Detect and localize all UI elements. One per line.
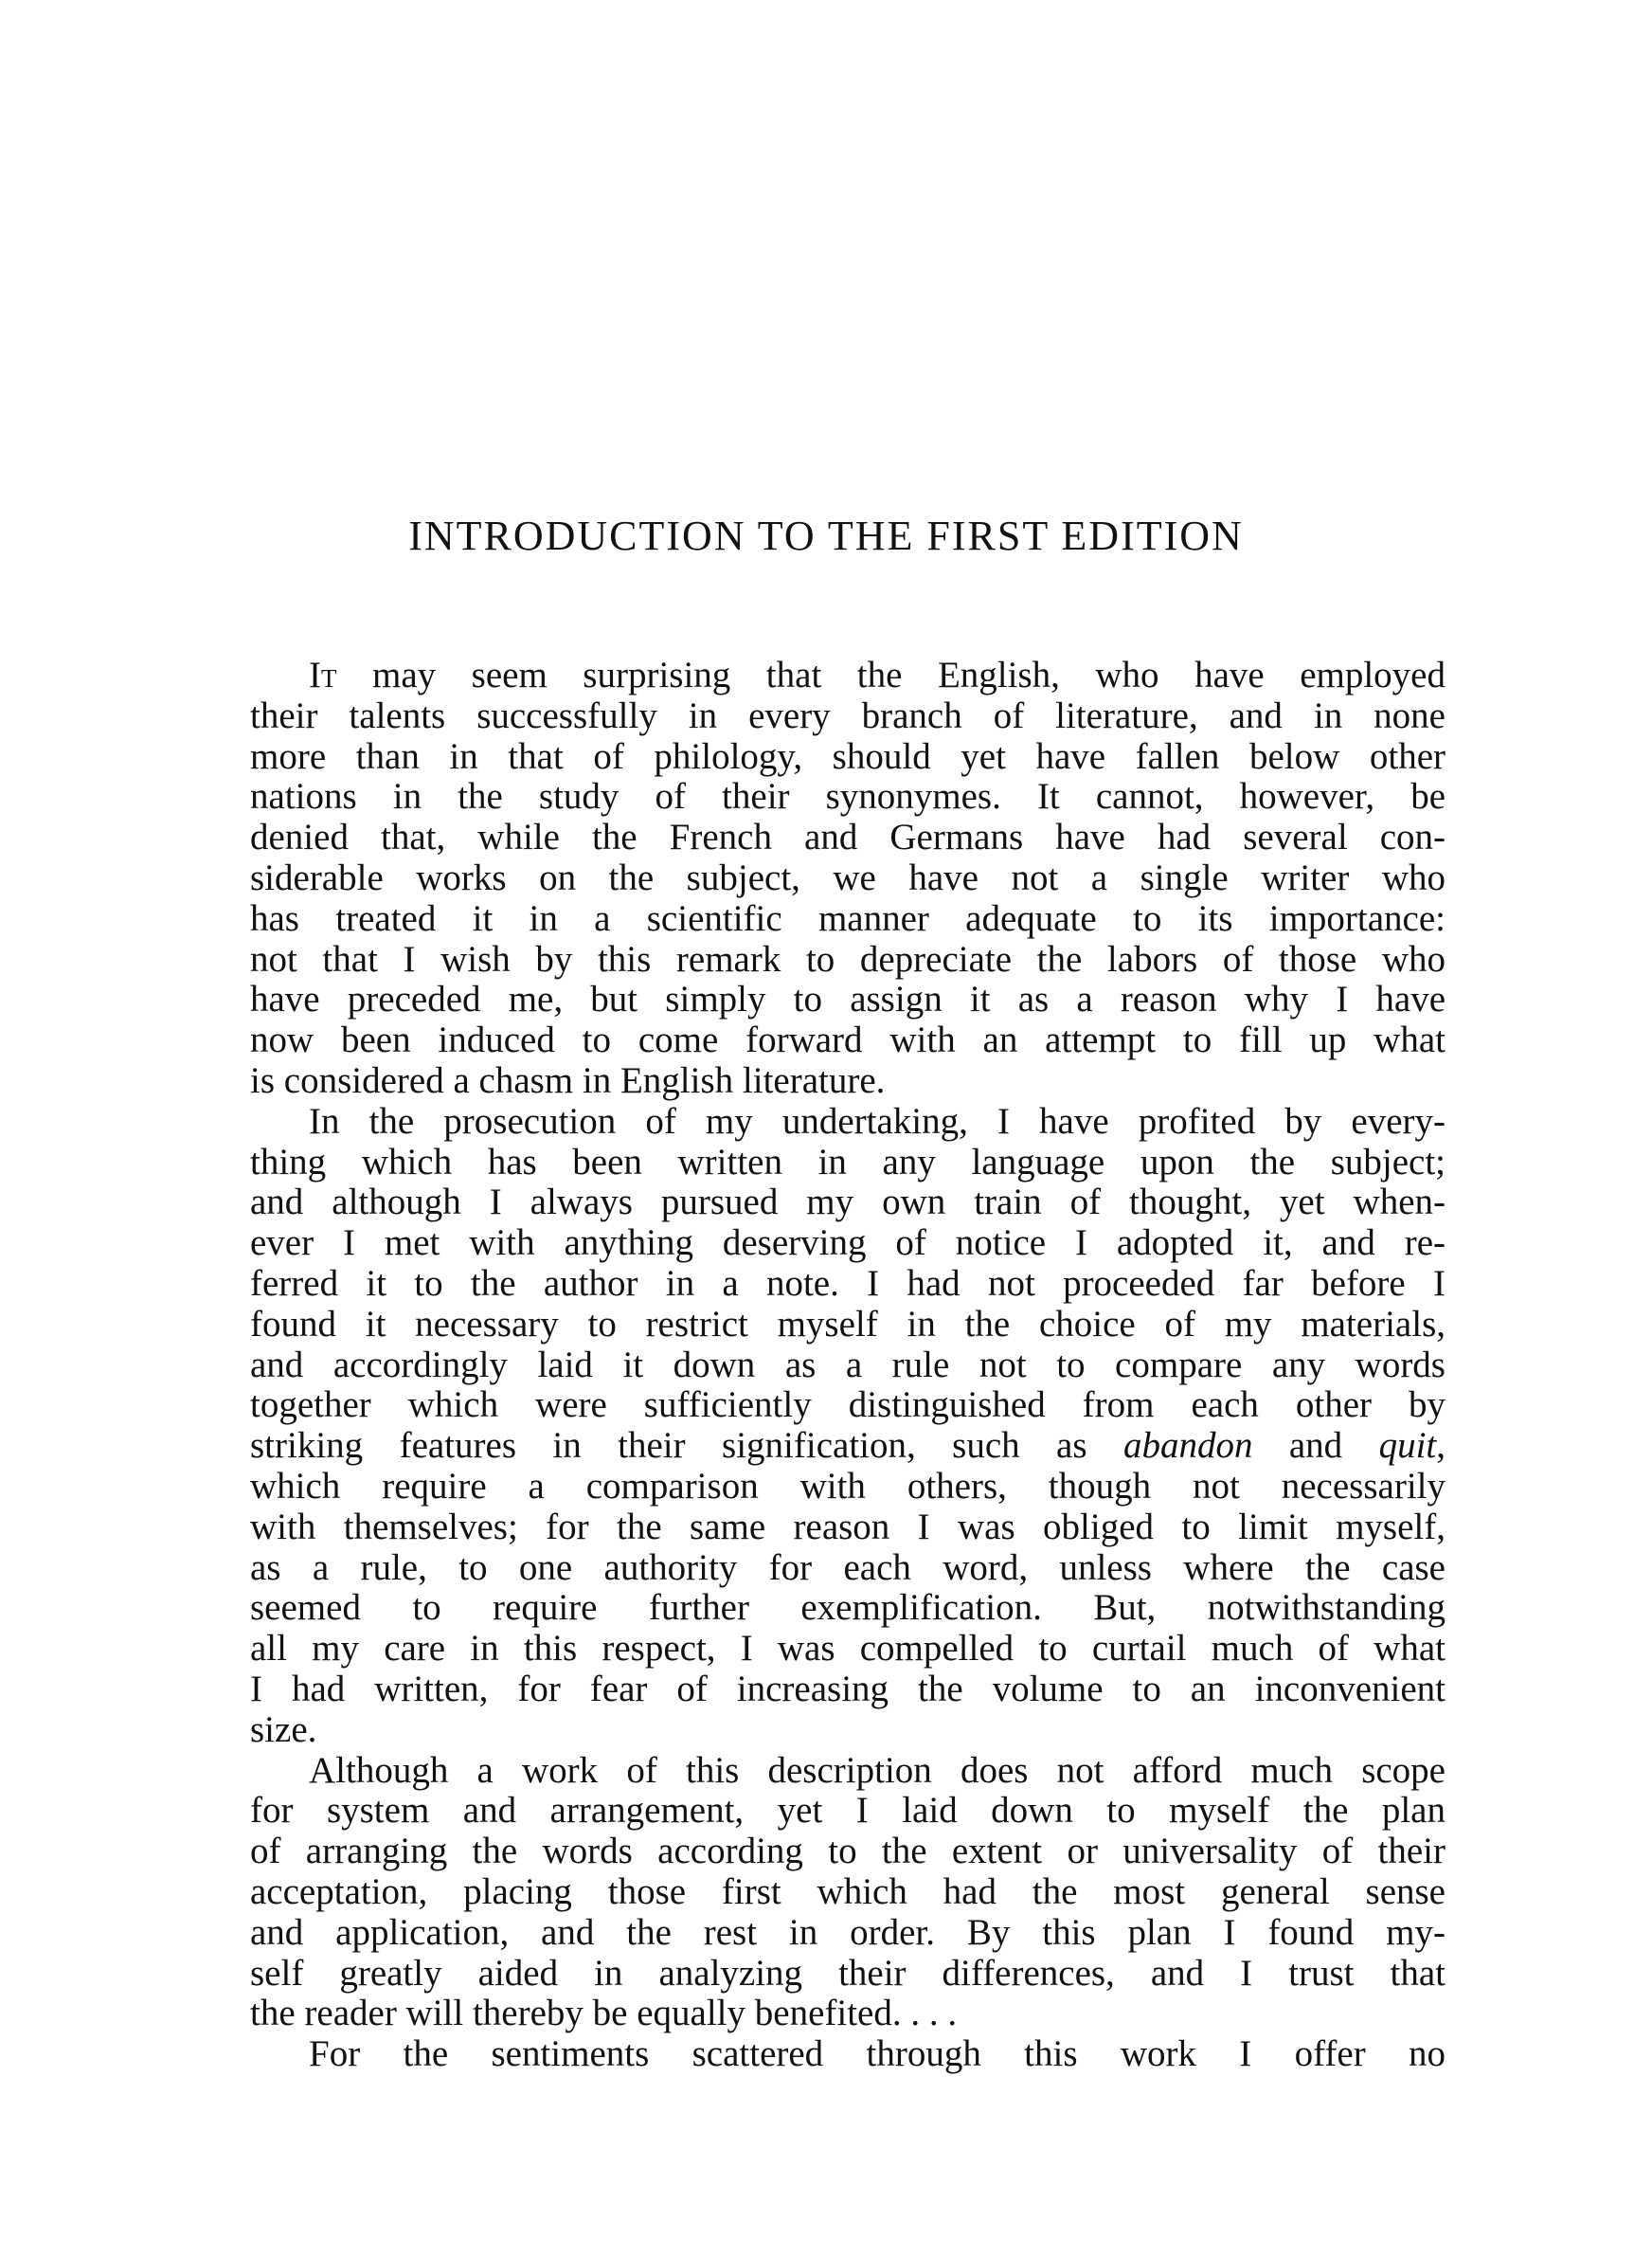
text-line: is considered a chasm in English literature. <box>250 1060 886 1101</box>
text-line: together which were sufficiently distinguished from each other by <box>250 1385 1446 1426</box>
drop-word: It <box>309 656 337 695</box>
body-text <box>250 656 1446 2075</box>
text-line: now been induced to come forward with an attempt to fill up what <box>250 1020 1446 1061</box>
text-line: as a rule, to one authority for each word, unless where the case <box>250 1547 1446 1588</box>
italic-term: abandon <box>1122 1426 1253 1467</box>
text-line: not that I wish by this remark to depreciate the labors of those who <box>250 939 1446 980</box>
text-line: seemed to require further exemplification. But, notwithstanding <box>250 1588 1446 1629</box>
text-line: have preceded me, but simply to assign it as a reason why I have <box>250 980 1446 1020</box>
italic-term: quit <box>1378 1426 1437 1467</box>
text-line: siderable works on the subject, we have not a single writer who <box>250 858 1446 898</box>
paragraph <box>250 1751 1446 2035</box>
text-line: self greatly aided in analyzing their differences, and I trust that <box>250 1953 1446 1994</box>
text-line: nations in the study of their synonymes. It cannot, however, be <box>250 777 1446 818</box>
text-line: striking features in their signification, such as abandon and quit, <box>250 1426 1446 1467</box>
paragraph <box>250 2034 1446 2075</box>
text-line: and although I always pursued my own train of thought, yet when- <box>250 1183 1446 1223</box>
text-line: with themselves; for the same reason I was obliged to limit myself, <box>250 1507 1446 1547</box>
text-line: has treated it in a scientific manner adequate to its importance: <box>250 898 1446 939</box>
text-line: thing which has been written in any language upon the subject; <box>250 1142 1446 1183</box>
text-line: all my care in this respect, I was compelled to curtail much of what <box>250 1629 1446 1670</box>
text-line: For the sentiments scattered through this work I offer no <box>309 2034 1446 2075</box>
text-line: of arranging the words according to the extent or universality of their <box>250 1832 1446 1872</box>
paragraph <box>250 1102 1446 1751</box>
text-line: ever I met with anything deserving of notice I adopted it, and re- <box>250 1223 1446 1264</box>
text-line: denied that, while the French and Germans have had several con- <box>250 818 1446 858</box>
text-line: Although a work of this description does not afford much scope <box>309 1750 1446 1791</box>
text-line: which require a comparison with others, though not necessarily <box>250 1466 1446 1507</box>
text-line: It may seem surprising that the English, who have employed <box>309 656 1446 695</box>
text-line: acceptation, placing those first which had the most general sense <box>250 1871 1446 1912</box>
text-line: for system and arrangement, yet I laid down to myself the plan <box>250 1791 1446 1832</box>
text-line: their talents successfully in every branch of literature, and in none <box>250 695 1446 736</box>
text-line: and application, and the rest in order. By this plan I found my- <box>250 1912 1446 1953</box>
text-line: and accordingly laid it down as a rule not to compare any words <box>250 1345 1446 1385</box>
text-line: I had written, for fear of increasing the volume to an inconvenient <box>250 1669 1446 1709</box>
text-line: more than in that of philology, should yet have fallen below other <box>250 736 1446 777</box>
text-line: size. <box>250 1709 317 1750</box>
text-line: found it necessary to restrict myself in the choice of my materials, <box>250 1304 1446 1345</box>
paragraph <box>250 656 1446 1102</box>
text-line: ferred it to the author in a note. I had not proceeded far before I <box>250 1263 1446 1304</box>
text-line: In the prosecution of my undertaking, I have profited by every- <box>309 1101 1446 1142</box>
text-line: the reader will thereby be equally benefited. . . . <box>250 1994 958 2034</box>
page-title: INTRODUCTION TO THE FIRST EDITION <box>408 513 1244 559</box>
